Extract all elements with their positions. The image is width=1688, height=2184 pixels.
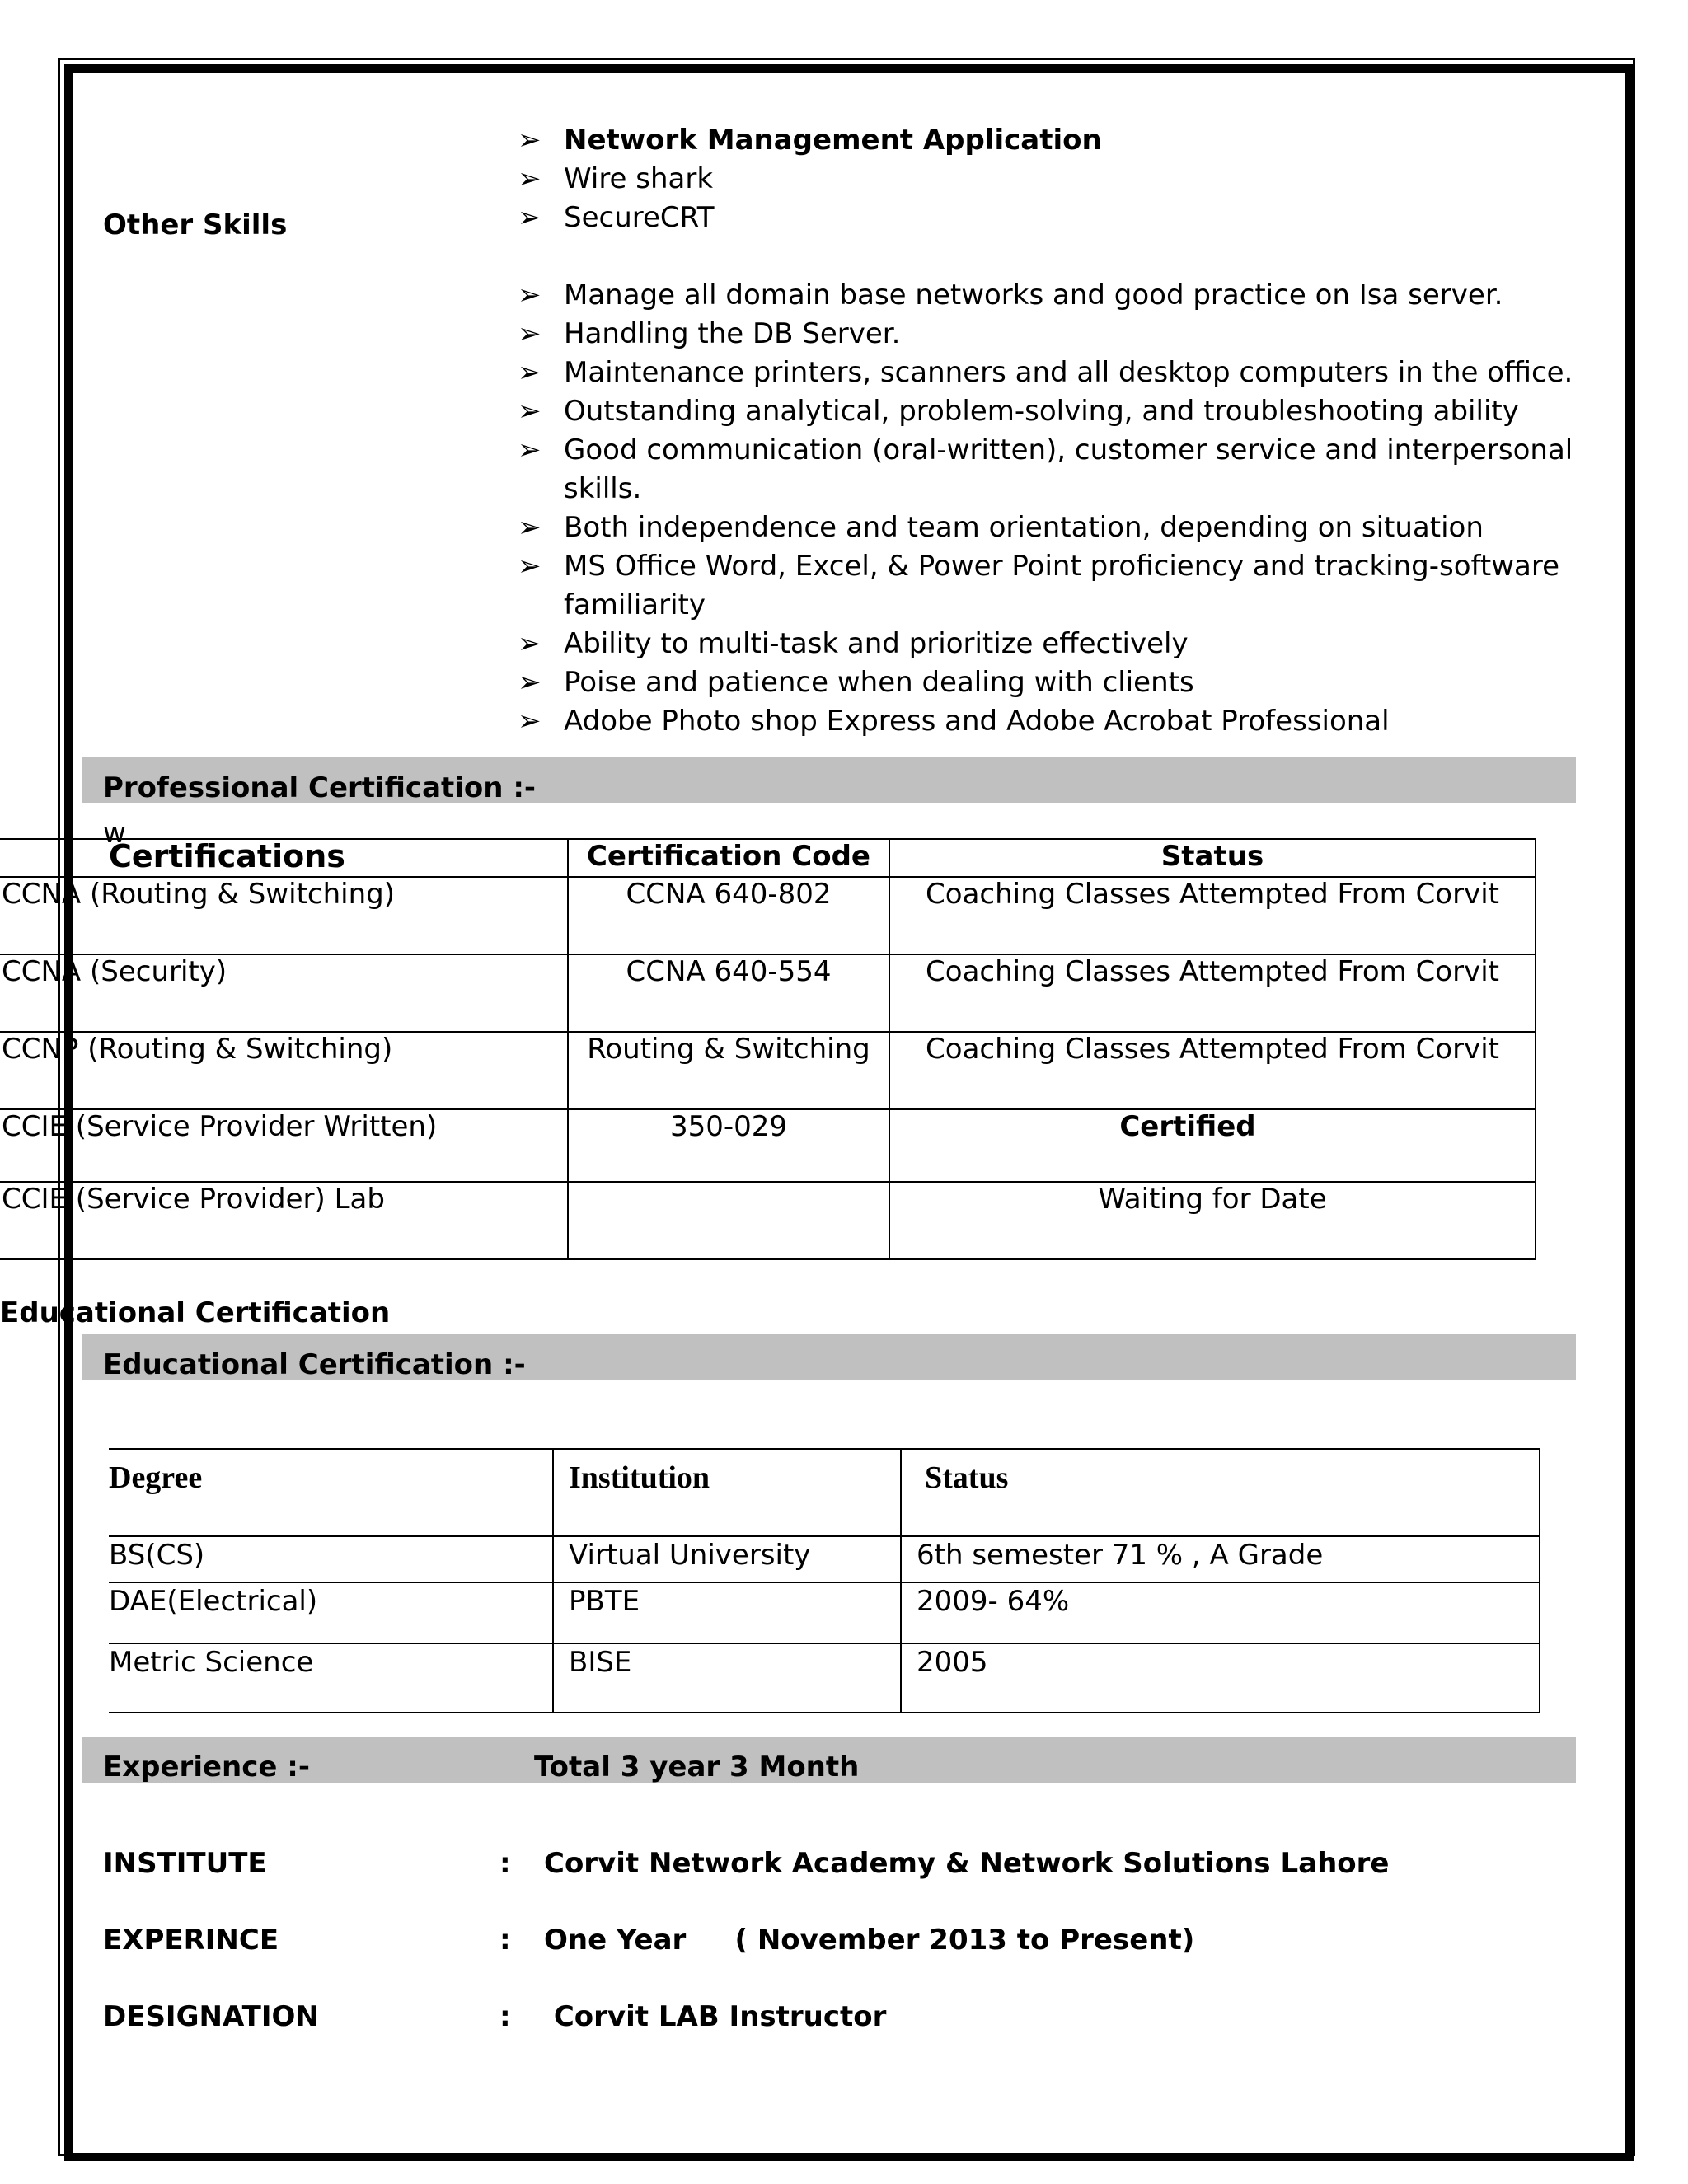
table-header-row — [109, 1449, 1540, 1536]
cert-code: Routing & Switching — [568, 1032, 889, 1109]
list-item: Good communication (oral-written), customer service and interpersonal — [564, 434, 1573, 466]
table-row — [109, 1536, 1540, 1582]
separator: : — [499, 1847, 511, 1880]
institute-value: Corvit Network Academy & Network Solutions Lahore — [544, 1847, 1390, 1880]
cert-code: CCNA 640-554 — [568, 954, 889, 1032]
experience-heading: Experience :- — [103, 1750, 310, 1783]
cert-code — [568, 1182, 889, 1259]
table-row — [109, 1582, 1540, 1643]
bullet-icon: ➢ — [518, 511, 542, 544]
bullet-icon: ➢ — [518, 201, 542, 234]
list-item: Wire shark — [564, 162, 714, 195]
list-item-continuation: familiarity — [564, 588, 706, 621]
column-header: Degree — [109, 1449, 553, 1536]
bullet-icon: ➢ — [518, 279, 542, 312]
status-cell: 2005 — [901, 1643, 1540, 1713]
professional-certification-heading: Professional Certification :- — [103, 771, 537, 804]
list-item: Ability to multi-task and prioritize effectively — [564, 627, 1189, 660]
bullet-icon: ➢ — [518, 395, 542, 428]
cert-name: CCNA (Security) — [0, 954, 568, 1032]
cert-name: CCIE (Service Provider Written) — [0, 1109, 568, 1182]
cert-code: CCNA 640-802 — [568, 877, 889, 954]
column-header: Certifications — [0, 839, 568, 877]
designation-label: DESIGNATION — [103, 2000, 319, 2033]
cert-name: CCNP (Routing & Switching) — [0, 1032, 568, 1109]
institution-cell: PBTE — [553, 1582, 901, 1643]
cert-name: CCIE (Service Provider) Lab — [0, 1182, 568, 1259]
ghost-heading: Educational Certification — [0, 1296, 391, 1329]
separator: : — [499, 2000, 511, 2033]
other-skills-heading: Other Skills — [103, 209, 288, 241]
institution-cell: BISE — [553, 1643, 901, 1713]
list-item: Manage all domain base networks and good practice on Isa server. — [564, 279, 1503, 312]
stray-text: w — [103, 817, 126, 850]
cert-name: CCNA (Routing & Switching) — [0, 877, 568, 954]
separator: : — [499, 1924, 511, 1957]
status-cell: 6th semester 71 % , A Grade — [901, 1536, 1540, 1582]
designation-value: Corvit LAB Instructor — [544, 2000, 887, 2033]
list-item: SecureCRT — [564, 201, 715, 234]
bullet-icon: ➢ — [518, 627, 542, 660]
list-item: Outstanding analytical, problem-solving, and troubleshooting ability — [564, 395, 1519, 428]
table-row — [0, 1109, 1536, 1182]
list-item: Poise and patience when dealing with clients — [564, 666, 1194, 699]
bullet-icon: ➢ — [518, 434, 542, 466]
bullet-icon: ➢ — [518, 317, 542, 350]
table-row — [109, 1643, 1540, 1713]
column-header: Certification Code — [568, 839, 889, 877]
column-header: Institution — [553, 1449, 901, 1536]
bullet-icon: ➢ — [518, 666, 542, 699]
cert-status: Coaching Classes Attempted From Corvit — [889, 954, 1536, 1032]
column-header: Status — [901, 1449, 1540, 1536]
institute-label: INSTITUTE — [103, 1847, 267, 1880]
table-row — [0, 954, 1536, 1032]
cert-status: Coaching Classes Attempted From Corvit — [889, 1032, 1536, 1109]
degree-cell: DAE(Electrical) — [109, 1582, 553, 1643]
experience-value: One Year ( November 2013 to Present) — [544, 1924, 1195, 1957]
bullet-icon: ➢ — [518, 356, 542, 389]
degree-cell: Metric Science — [109, 1643, 553, 1713]
list-item: Network Management Application — [564, 124, 1102, 157]
list-item: MS Office Word, Excel, & Power Point proficiency and tracking-software — [564, 550, 1560, 583]
educational-certification-heading: Educational Certification :- — [103, 1348, 526, 1381]
list-item: Both independence and team orientation, depending on situation — [564, 511, 1484, 544]
table-row — [0, 1182, 1536, 1259]
bullet-icon: ➢ — [518, 162, 542, 195]
experience-total: Total 3 year 3 Month — [534, 1750, 860, 1783]
list-item: Adobe Photo shop Express and Adobe Acrobat Professional — [564, 705, 1390, 738]
bullet-icon: ➢ — [518, 705, 542, 738]
list-item: Handling the DB Server. — [564, 317, 901, 350]
education-table — [109, 1448, 1540, 1713]
degree-cell: BS(CS) — [109, 1536, 553, 1582]
table-header-row — [0, 839, 1536, 877]
status-cell: 2009- 64% — [901, 1582, 1540, 1643]
list-item: Maintenance printers, scanners and all desktop computers in the office. — [564, 356, 1573, 389]
cert-status: Waiting for Date — [889, 1182, 1536, 1259]
table-row — [0, 877, 1536, 954]
table-row — [0, 1032, 1536, 1109]
list-item-continuation: skills. — [564, 472, 642, 505]
bullet-icon: ➢ — [518, 124, 542, 157]
experience-label: EXPERINCE — [103, 1924, 279, 1957]
cert-code: 350-029 — [568, 1109, 889, 1182]
cert-status: Coaching Classes Attempted From Corvit — [889, 877, 1536, 954]
column-header: Status — [889, 839, 1536, 877]
cert-status: Certified — [889, 1109, 1536, 1182]
bullet-icon: ➢ — [518, 550, 542, 583]
certifications-table — [0, 838, 1536, 1260]
institution-cell: Virtual University — [553, 1536, 901, 1582]
